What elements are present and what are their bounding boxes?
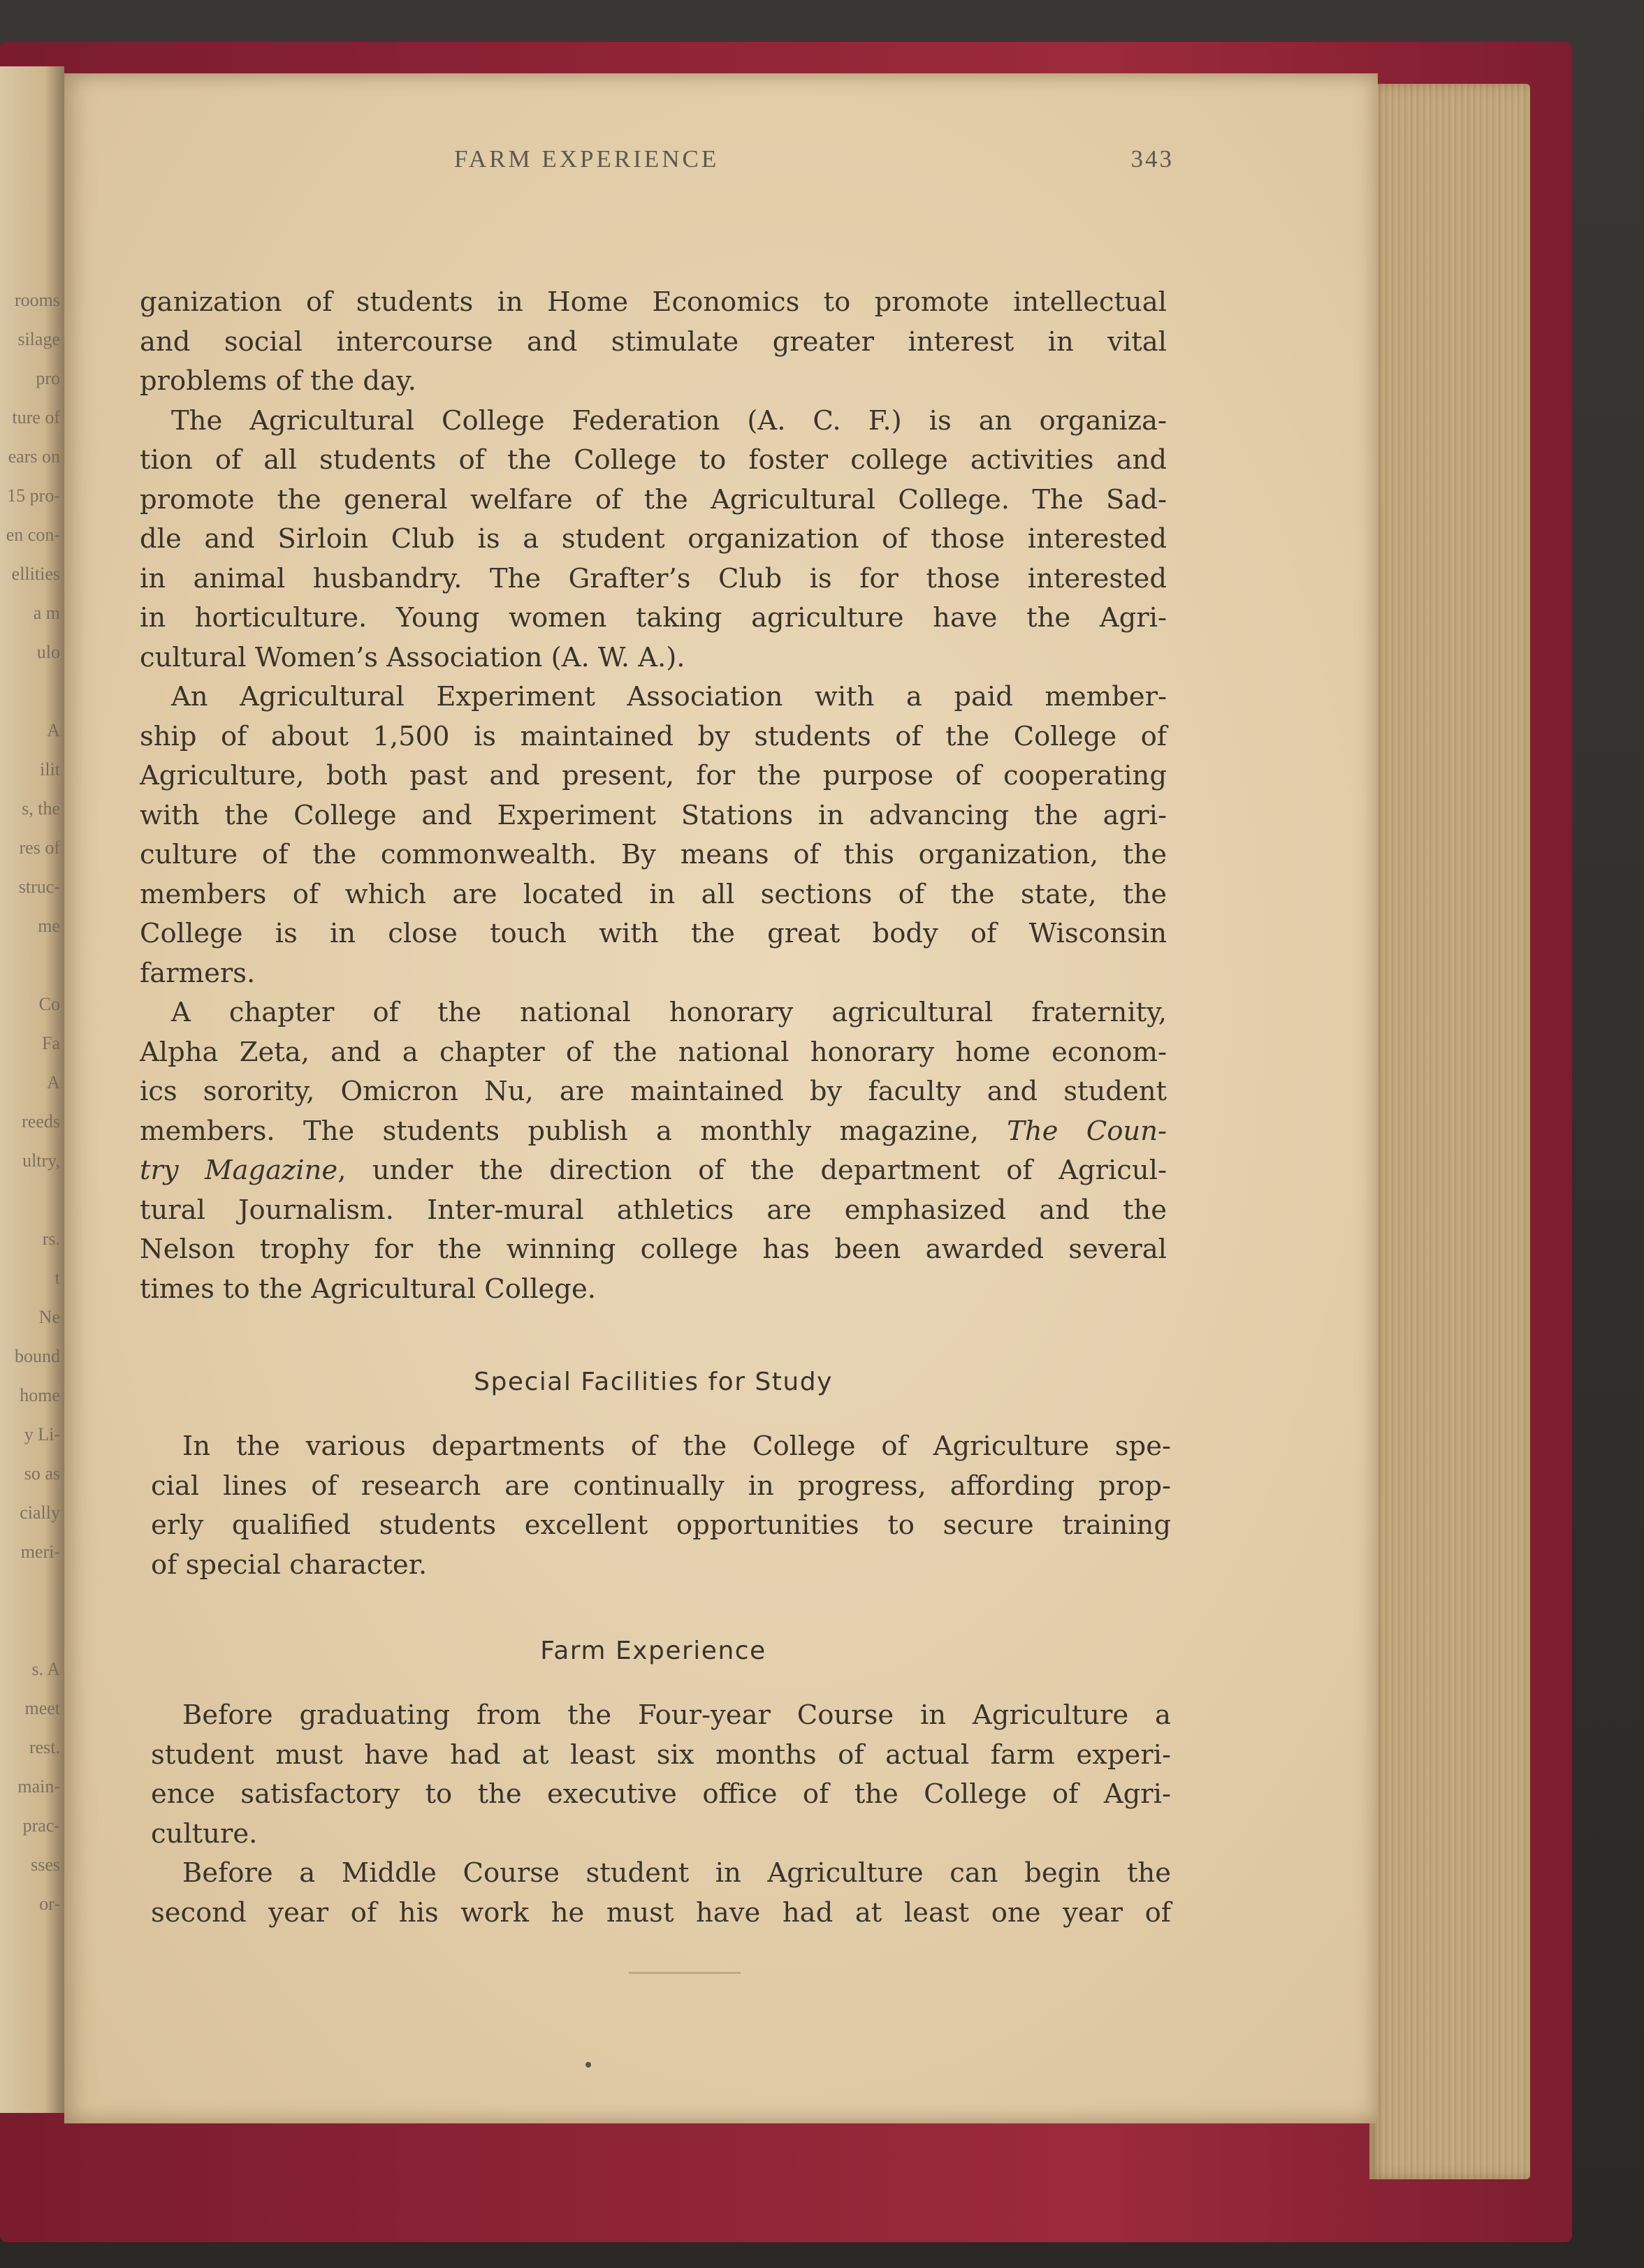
left-page-text-fragment: 15 pro- — [7, 485, 60, 506]
text-line: Before graduating from the Four-year Course in Agriculture a — [182, 1699, 1171, 1731]
text-line: student must have had at least six months of actual farm experi- — [151, 1739, 1171, 1771]
left-page-text-fragment: ilit — [40, 759, 60, 780]
left-page-text-fragment: y Li- — [24, 1424, 60, 1444]
text-line: erly qualified students excellent opportunities to secure training — [151, 1509, 1171, 1541]
text-line: Alpha Zeta, and a chapter of the national honorary home econom- — [140, 1036, 1167, 1068]
left-page-text-fragment: struc- — [18, 877, 60, 897]
left-page-text-fragment: s. A — [31, 1659, 60, 1679]
text-line: dle and Sirloin Club is a student organization of those interested — [140, 523, 1167, 555]
left-page-text-fragment: A — [47, 720, 60, 740]
text-line: tion of all students of the College to foster college activities and — [140, 444, 1167, 476]
text-line: members of which are located in all sections of the state, the — [140, 878, 1167, 910]
left-page-text-fragment: meri- — [20, 1542, 60, 1562]
page-number: 343 — [1130, 145, 1174, 173]
text-line: problems of the day. — [140, 365, 416, 397]
paragraph-3 — [140, 678, 1167, 993]
left-page-text-fragment: home — [20, 1385, 60, 1405]
left-page-text-fragment: rest. — [29, 1737, 60, 1757]
left-page-text-fragment: Fa — [42, 1033, 60, 1053]
left-page-text-fragment: rooms — [15, 290, 60, 310]
text-line: farmers. — [140, 957, 256, 989]
text-line: College is in close touch with the great body of Wisconsin — [140, 918, 1167, 949]
text-line: tural Journalism. Inter-mural athletics are emphasized and the — [140, 1194, 1167, 1226]
left-page-text-fragment: ture of — [12, 407, 60, 427]
left-page-text-fragment: rs. — [42, 1229, 60, 1249]
left-page-text-fragment: s, the — [22, 798, 60, 819]
text-line: ics sorority, Omicron Nu, are maintained by faculty and student — [140, 1076, 1167, 1107]
text-line: and social intercourse and stimulate greater interest in vital — [140, 325, 1167, 358]
text-line: Agriculture, both past and present, for the purpose of cooperating — [140, 760, 1167, 791]
text-line: cultural Women’s Association (A. W. A.). — [140, 641, 685, 673]
text-line: members. The students publish a monthly magazine, The Coun- — [140, 1115, 1167, 1147]
text-line: culture of the commonwealth. By means of this organization, the — [140, 839, 1167, 870]
left-page-text-fragment: a m — [33, 603, 60, 623]
text-line: in animal husbandry. The Grafter’s Club is for those interested — [140, 562, 1167, 594]
text-line: ganization of students in Home Economics to promote intellectual — [140, 286, 1167, 318]
text-line: times to the Agricultural College. — [140, 1273, 596, 1305]
left-page-text-fragment: pro — [36, 368, 60, 388]
heading-special-facilities: Special Facilities for Study — [474, 1368, 833, 1396]
left-page-text-fragment: so as — [24, 1463, 60, 1484]
paragraph-4 — [140, 993, 1167, 1309]
left-page-text-fragment: ellities — [11, 564, 60, 584]
paragraph-1 — [140, 283, 1167, 402]
left-page-text-fragment: reeds — [22, 1111, 60, 1132]
left-page-text-fragment: ears on — [8, 446, 60, 467]
left-page-text-fragment: ulo — [36, 642, 60, 662]
text-line: Nelson trophy for the winning college has been awarded several — [140, 1234, 1167, 1265]
left-page-text-fragment: prac- — [22, 1815, 60, 1836]
text-line: ence satisfactory to the executive office of the College of Agri- — [151, 1778, 1171, 1810]
page-edges — [1369, 84, 1530, 2179]
left-page-text-fragment: ultry, — [22, 1150, 60, 1171]
left-page-text-fragment: cially — [20, 1502, 60, 1523]
paragraph-farm-2 — [151, 1854, 1171, 1933]
left-page-text-fragment: Co — [38, 994, 60, 1014]
left-page-text-fragment: or- — [39, 1894, 60, 1914]
running-head-title: FARM EXPERIENCE — [454, 145, 720, 173]
paragraph-2 — [140, 402, 1167, 678]
left-facing-page — [0, 66, 64, 2113]
left-page-text-fragment: main- — [17, 1776, 60, 1797]
text-line: second year of his work he must have had at least one year of — [151, 1896, 1171, 1929]
text-line: try Magazine, under the direction of the department of Agricul- — [140, 1155, 1167, 1186]
text-line: culture. — [151, 1817, 258, 1850]
left-page-text-fragment: res of — [19, 837, 60, 858]
running-head — [388, 145, 1174, 180]
text-line: promote the general welfare of the Agricultural College. The Sad- — [140, 483, 1167, 515]
printer-rule-mark — [629, 1972, 741, 1974]
heading-farm-experience: Farm Experience — [540, 1637, 766, 1665]
text-line: cial lines of research are continually in progress, affording prop- — [151, 1470, 1171, 1502]
text-line: of special character. — [151, 1549, 428, 1581]
left-page-text-fragment: A — [47, 1072, 60, 1092]
left-page-text-fragment: t — [54, 1268, 60, 1288]
text-line: with the College and Experiment Stations in advancing the agri- — [140, 799, 1167, 831]
farm-experience-text — [151, 1696, 1171, 1933]
text-line: ship of about 1,500 is maintained by students of the College of — [140, 720, 1167, 752]
left-page-text-fragment: Ne — [38, 1307, 60, 1327]
text-line: The Agricultural College Federation (A. C. F.) is an organiza- — [171, 404, 1167, 437]
left-page-text-fragment: me — [38, 916, 60, 936]
speck-mark — [585, 2062, 591, 2068]
text-line: in horticulture. Young women taking agriculture have the Agri- — [140, 602, 1167, 634]
left-page-text-fragment: en con- — [6, 525, 60, 545]
text-line: A chapter of the national honorary agricultural fraternity, — [171, 997, 1167, 1028]
paragraph-special-facilities — [151, 1427, 1171, 1585]
text-line: An Agricultural Experiment Association with a paid member- — [171, 681, 1167, 712]
paragraph-farm-1 — [151, 1696, 1171, 1854]
left-page-text-fragment: meet — [24, 1698, 60, 1718]
text-line: In the various departments of the College of Agriculture spe- — [182, 1431, 1171, 1462]
body-text — [140, 283, 1167, 1309]
text-line: Before a Middle Course student in Agriculture can begin the — [182, 1857, 1171, 1889]
left-page-text-fragment: sses — [31, 1854, 60, 1875]
left-page-text-fragment: silage — [17, 329, 60, 349]
left-page-text-fragment: bound — [15, 1346, 60, 1366]
